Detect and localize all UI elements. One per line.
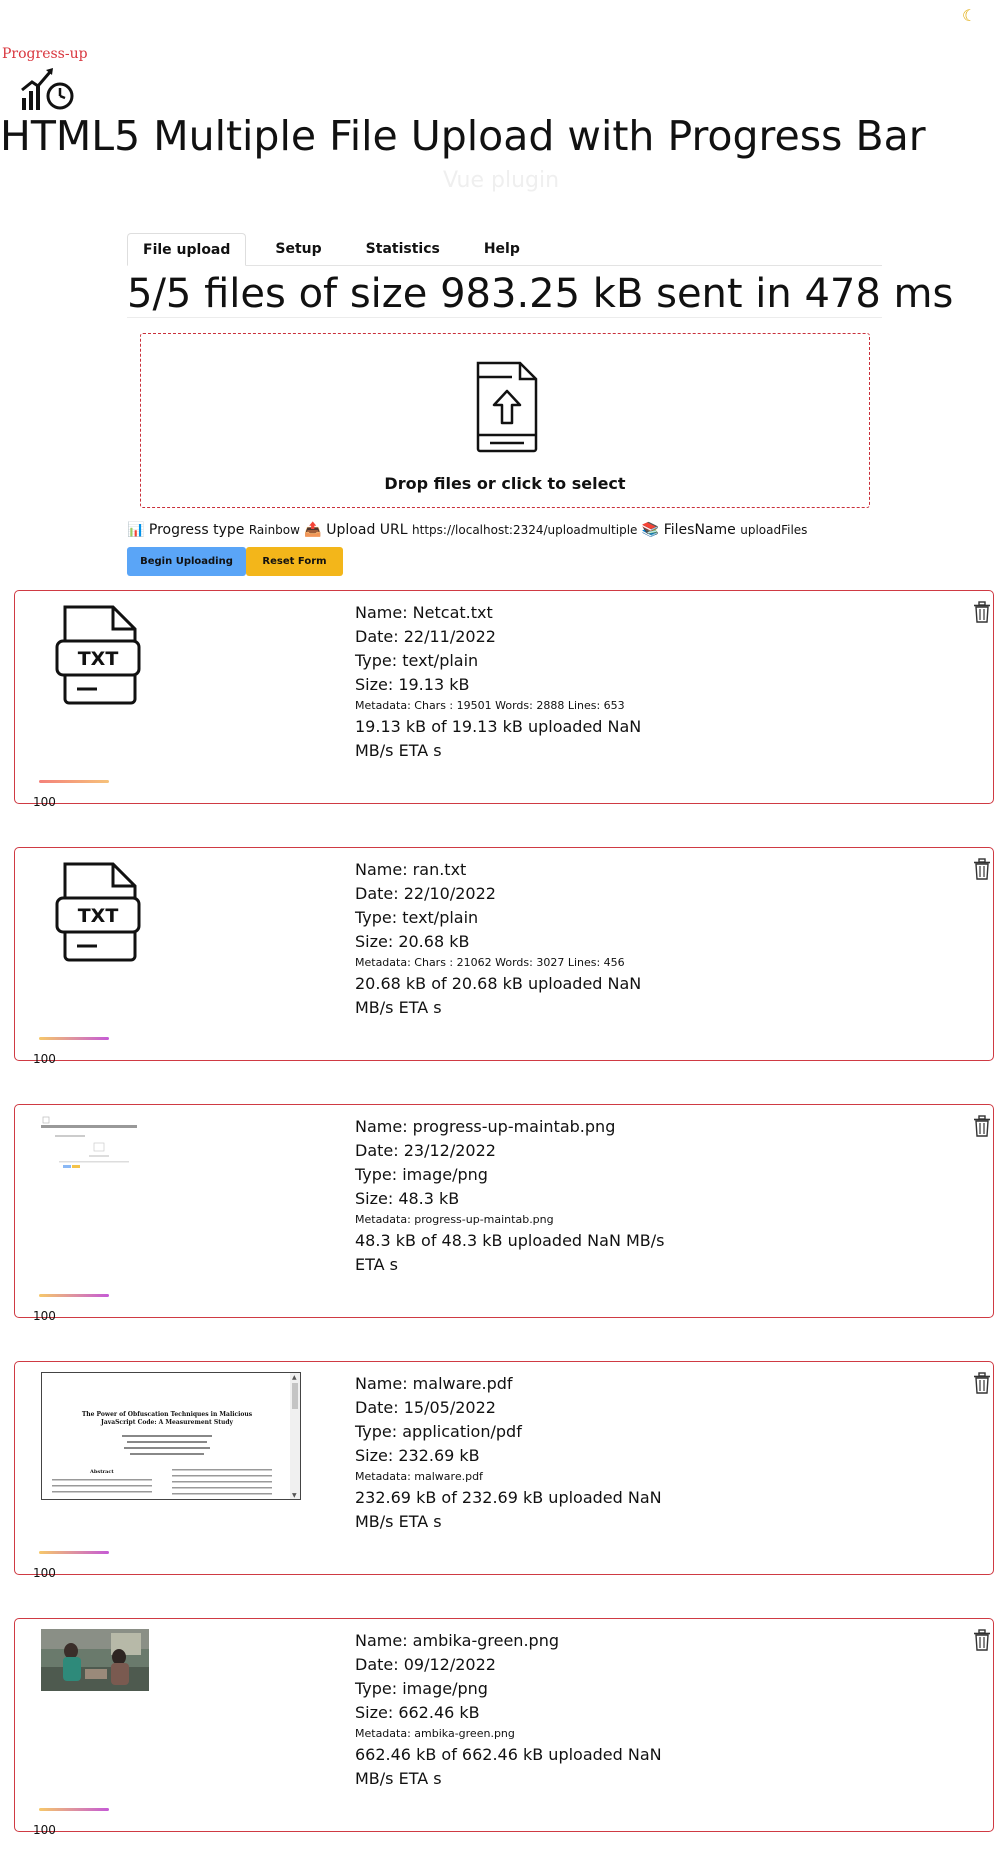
progress-bar: [39, 1551, 109, 1554]
tab-setup[interactable]: Setup: [275, 241, 322, 257]
txt-file-icon: [55, 862, 141, 962]
file-size: Size: 20.68 kB: [355, 932, 470, 951]
progress-chart-logo-icon: [20, 64, 78, 112]
file-info: [355, 1629, 685, 1791]
page-title: HTML5 Multiple File Upload with Progress Bar: [0, 112, 926, 160]
file-date: Date: 09/12/2022: [355, 1655, 496, 1674]
file-date: Date: 22/11/2022: [355, 627, 496, 646]
file-card: [14, 847, 994, 1066]
upload-url-label: 📤 Upload URL: [304, 522, 408, 538]
file-metadata: Metadata: Chars : 21062 Words: 3027 Lines: 456: [355, 956, 625, 969]
progress-value: 100: [33, 1052, 56, 1066]
file-uploaded: 232.69 kB of 232.69 kB uploaded NaN: [355, 1488, 662, 1507]
svg-text:TXT: TXT: [77, 648, 119, 670]
file-eta: MB/s ETA s: [355, 998, 442, 1017]
file-info: [355, 858, 685, 1020]
file-size: Size: 19.13 kB: [355, 675, 470, 694]
progress-value: 100: [33, 1566, 56, 1580]
dropzone-label: Drop files or click to select: [384, 474, 626, 493]
trash-icon[interactable]: [973, 858, 991, 880]
file-uploaded: 48.3 kB of 48.3 kB uploaded NaN MB/s: [355, 1231, 665, 1250]
progress-bar: [39, 1808, 109, 1811]
progress-value: 100: [33, 1823, 56, 1837]
file-type: Type: text/plain: [355, 651, 479, 670]
tab-bar: [127, 233, 882, 266]
file-size: Size: 232.69 kB: [355, 1446, 480, 1465]
page-subtitle: Vue plugin: [443, 168, 560, 193]
tab-help[interactable]: Help: [483, 241, 520, 257]
trash-icon[interactable]: [973, 1115, 991, 1137]
file-eta: MB/s ETA s: [355, 1769, 442, 1788]
reset-form-button[interactable]: Reset Form: [246, 547, 343, 576]
progress-type-label: 📊 Progress type: [127, 522, 245, 538]
file-type: Type: application/pdf: [355, 1422, 522, 1441]
pdf-title: The Power of Obfuscation Techniques in Malicious JavaScript Code: A Measurement Study: [81, 1411, 253, 1426]
file-date: Date: 23/12/2022: [355, 1141, 496, 1160]
moon-icon[interactable]: ☾: [962, 6, 977, 25]
begin-uploading-button[interactable]: Begin Uploading: [127, 547, 246, 576]
trash-icon[interactable]: [973, 1629, 991, 1651]
screenshot-thumbnail: [39, 1115, 159, 1177]
file-info: [355, 1372, 685, 1534]
file-uploaded: 662.46 kB of 662.46 kB uploaded NaN: [355, 1745, 662, 1764]
files-name-label: 📚 FilesName: [641, 522, 736, 538]
file-uploaded: 19.13 kB of 19.13 kB uploaded NaN: [355, 717, 642, 736]
file-size: Size: 48.3 kB: [355, 1189, 460, 1208]
tab-file-upload[interactable]: File upload: [127, 233, 246, 266]
progress-bar: [39, 1294, 109, 1297]
file-date: Date: 15/05/2022: [355, 1398, 496, 1417]
file-name: Name: ran.txt: [355, 860, 467, 879]
logo-text: Progress-up: [2, 46, 88, 62]
trash-icon[interactable]: [973, 601, 991, 623]
upload-summary: 5/5 files of size 983.25 kB sent in 478 ms: [127, 271, 954, 317]
upload-options: [127, 522, 807, 538]
file-name: Name: progress-up-maintab.png: [355, 1117, 616, 1136]
file-metadata: Metadata: malware.pdf: [355, 1470, 483, 1483]
file-info: [355, 1115, 685, 1277]
file-upload-icon: [474, 361, 540, 453]
file-type: Type: image/png: [355, 1165, 488, 1184]
svg-text:TXT: TXT: [77, 905, 119, 927]
file-eta: MB/s ETA s: [355, 1512, 442, 1531]
file-card: [14, 1104, 994, 1323]
file-card: [14, 590, 994, 809]
file-metadata: Metadata: Chars : 19501 Words: 2888 Lines: 653: [355, 699, 625, 712]
file-type: Type: image/png: [355, 1679, 488, 1698]
file-name: Name: Netcat.txt: [355, 603, 493, 622]
trash-icon[interactable]: [973, 1372, 991, 1394]
upload-url-value: https://localhost:2324/uploadmultiple: [412, 523, 638, 537]
file-type: Type: text/plain: [355, 908, 479, 927]
file-eta: ETA s: [355, 1255, 399, 1274]
progress-bar: [39, 780, 109, 783]
progress-bar: [39, 1037, 109, 1040]
txt-file-icon: [55, 605, 141, 705]
file-dropzone[interactable]: [140, 333, 870, 508]
pdf-scrollbar[interactable]: ▼ ▲: [290, 1373, 300, 1500]
file-card: [14, 1361, 994, 1580]
pdf-abstract-label: Abstract: [90, 1469, 114, 1475]
file-date: Date: 22/10/2022: [355, 884, 496, 903]
file-metadata: Metadata: progress-up-maintab.png: [355, 1213, 554, 1226]
files-name-value: uploadFiles: [740, 523, 808, 537]
file-metadata: Metadata: ambika-green.png: [355, 1727, 515, 1740]
progress-value: 100: [33, 1309, 56, 1323]
pdf-preview: [41, 1372, 301, 1500]
file-info: [355, 601, 685, 763]
progress-value: 100: [33, 795, 56, 809]
file-card: [14, 1618, 994, 1837]
file-name: Name: malware.pdf: [355, 1374, 513, 1393]
progress-type-value: Rainbow: [248, 523, 300, 537]
file-name: Name: ambika-green.png: [355, 1631, 559, 1650]
tab-statistics[interactable]: Statistics: [365, 241, 440, 257]
photo-thumbnail: [41, 1629, 149, 1691]
file-uploaded: 20.68 kB of 20.68 kB uploaded NaN: [355, 974, 642, 993]
file-size: Size: 662.46 kB: [355, 1703, 480, 1722]
file-eta: MB/s ETA s: [355, 741, 442, 760]
